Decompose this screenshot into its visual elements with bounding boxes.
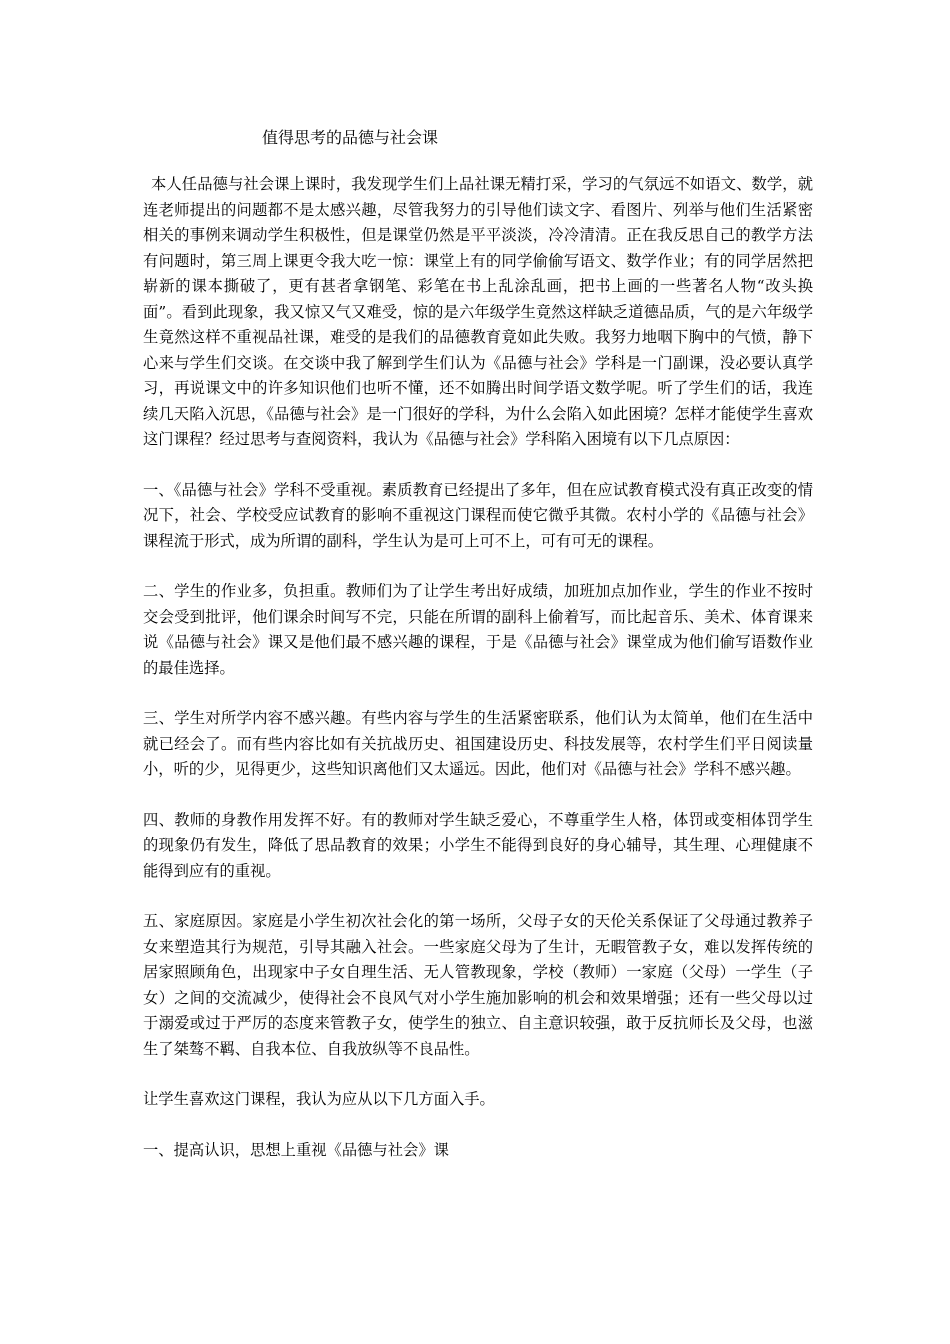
measure-heading-1: 一、提高认识，思想上重视《品德与社会》课 xyxy=(143,1140,449,1159)
transition-paragraph: 让学生喜欢这门课程，我认为应从以下几方面入手。 xyxy=(143,1090,495,1108)
paragraph-spacer xyxy=(143,1062,813,1087)
reason-paragraph-5: 五、家庭原因。家庭是小学生初次社会化的第一场所，父母子女的天伦关系保证了父母通过教养子女来塑造其行为规范，引导其融入社会。一些家庭父母为了生计，无暇管教子女，难以发挥传统的居家照顾角色，出现家中子女自理生活、无人管教现象，学校（教师）一家庭（父母）一学生（子女）之间的交流减少，使得社会不良风气对小学生施加影响的机会和效果增强；还有一些父母以过于溺爱或过于严厉的态度来管教子女，使学生的独立、自主意识较强，敢于反抗师长及父母，也滋生了桀骜不羁、自我本位、自我放纵等不良品性。 xyxy=(143,912,813,1058)
paragraph-spacer xyxy=(143,453,813,478)
document-body xyxy=(143,172,813,1163)
paragraph-spacer xyxy=(143,681,813,706)
reason-paragraph-2: 二、学生的作业多，负担重。教师们为了让学生考出好成绩，加班加点加作业，学生的作业不按时交会受到批评，他们课余时间写不完，只能在所谓的副科上偷着写，而比起音乐、美术、体育课来说《品德与社会》课又是他们最不感兴趣的课程，于是《品德与社会》课堂成为他们偷写语数作业的最佳选择。 xyxy=(143,582,813,677)
paragraph-spacer xyxy=(143,783,813,808)
paragraph-spacer xyxy=(143,554,813,579)
reason-paragraph-1: 一、《品德与社会》学科不受重视。素质教育已经提出了多年，但在应试教育模式没有真正改变的情况下，社会、学校受应试教育的影响不重视这门课程而使它微乎其微。农村小学的《品德与社会》课程流于形式，成为所谓的副科，学生认为是可上可不上，可有可无的课程。 xyxy=(143,480,813,550)
document-title: 值得思考的品德与社会课 xyxy=(262,128,439,147)
paragraph-spacer xyxy=(143,1113,813,1138)
reason-paragraph-4: 四、教师的身教作用发挥不好。有的教师对学生缺乏爱心，不尊重学生人格，体罚或变相体罚学生的现象仍有发生，降低了思品教育的效果；小学生不能得到良好的身心辅导，其生理、心理健康不能得到应有的重视。 xyxy=(143,810,813,880)
reason-paragraph-3: 三、学生对所学内容不感兴趣。有些内容与学生的生活紧密联系，他们认为太简单，他们在生活中就已经会了。而有些内容比如有关抗战历史、祖国建设历史、科技发展等，农村学生们平日阅读量小，听的少，见得更少，这些知识离他们又太遥远。因此，他们对《品德与社会》学科不感兴趣。 xyxy=(143,709,813,778)
paragraph-spacer xyxy=(143,884,813,909)
intro-paragraph: 本人任品德与社会课上课时，我发现学生们上品社课无精打采，学习的气氛远不如语文、数学，就连老师提出的问题都不是太感兴趣，尽管我努力的引导他们读文字、看图片、列举与他们生活紧密相关的事例来调动学生积极性，但是课堂仍然是平平淡淡，冷冷清清。正在我反思自己的教学方法有问题时，第三周上课更令我大吃一惊：课堂上有的同学偷偷写语文、数学作业；有的同学居然把崭新的课本撕破了，更有甚者拿钢笔、彩笔在书上乱涂乱画，把书上画的一些著名人物“改头换面”。看到此现象，我又惊又气又难受，惊的是六年级学生竟然这样缺乏道德品质，气的是六年级学生竟然这样不重视品社课，难受的是我们的品德教育竟如此失败。我努力地咽下胸中的气愤，静下心来与学生们交谈。在交谈中我了解到学生们认为《品德与社会》学科是一门副课，没必要认真学习，再说课文中的许多知识他们也听不懂，还不如腾出时间学语文数学呢。听了学生们的话，我连续几天陷入沉思，《品德与社会》是一门很好的学科，为什么会陷入如此困境？怎样才能使学生喜欢这门课程？经过思考与查阅资料，我认为《品德与社会》学科陷入困境有以下几点原因： xyxy=(143,175,813,448)
